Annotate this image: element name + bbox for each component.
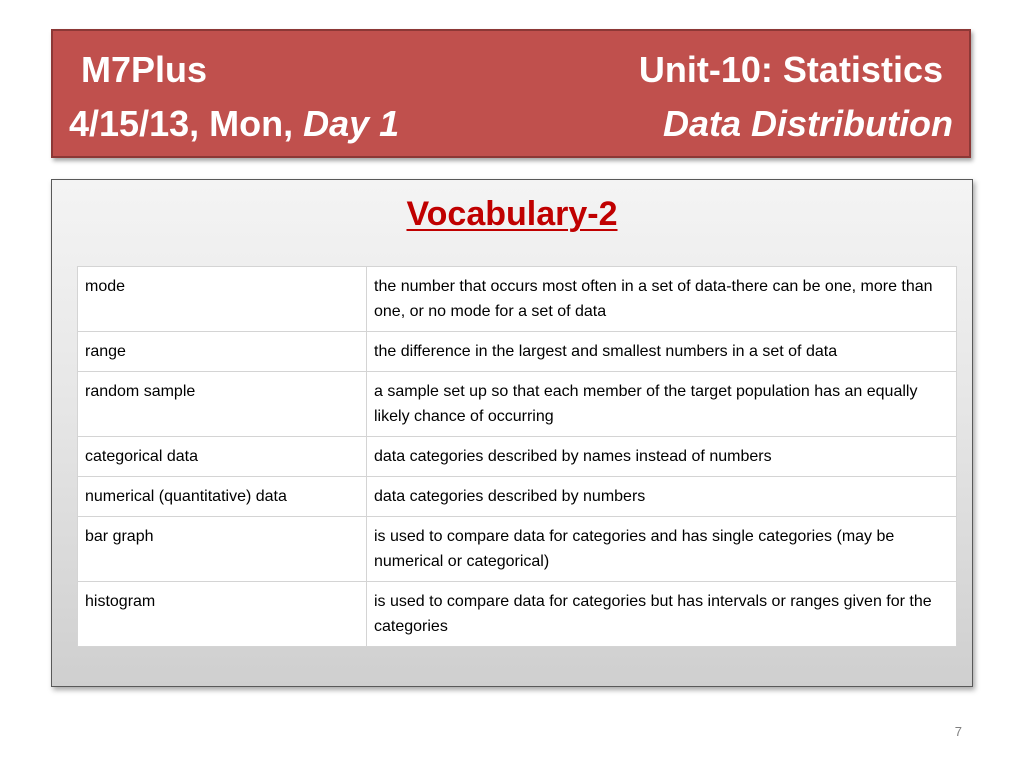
- table-row: [78, 372, 957, 437]
- definition-cell: data categories described by numbers: [367, 477, 957, 517]
- term-cell: bar graph: [78, 517, 367, 582]
- term-cell: random sample: [78, 372, 367, 437]
- table-row: [78, 437, 957, 477]
- definition-cell: is used to compare data for categories but has intervals or ranges given for the categories: [367, 582, 957, 647]
- term-cell: numerical (quantitative) data: [78, 477, 367, 517]
- table-row: [78, 517, 957, 582]
- header-banner: [51, 29, 971, 158]
- table-row: [78, 477, 957, 517]
- course-name: M7Plus: [81, 49, 208, 90]
- table-row: [78, 267, 957, 332]
- unit-title: Unit-10: Statistics: [638, 49, 943, 90]
- term-cell: range: [78, 332, 367, 372]
- lesson-date: [69, 104, 399, 144]
- date-text: 4/15/13, Mon,: [69, 103, 304, 144]
- topic-title: Data Distribution: [662, 103, 953, 144]
- definition-cell: is used to compare data for categories and has single categories (may be numerical or categorical): [367, 517, 957, 582]
- page-number: 7: [954, 724, 962, 739]
- term-cell: mode: [78, 267, 367, 332]
- term-cell: categorical data: [78, 437, 367, 477]
- table-row: [78, 332, 957, 372]
- panel-title: Vocabulary-2: [406, 195, 618, 233]
- term-cell: histogram: [78, 582, 367, 647]
- definition-cell: a sample set up so that each member of the target population has an equally likely chance of occurring: [367, 372, 957, 437]
- vocabulary-table: [77, 266, 957, 647]
- definition-cell: the difference in the largest and smallest numbers in a set of data: [367, 332, 957, 372]
- day-label: Day 1: [303, 103, 400, 144]
- definition-cell: data categories described by names instead of numbers: [367, 437, 957, 477]
- vocabulary-panel: [51, 179, 973, 687]
- definition-cell: the number that occurs most often in a set of data-there can be one, more than one, or no mode for a set of data: [367, 267, 957, 332]
- table-row: [78, 582, 957, 647]
